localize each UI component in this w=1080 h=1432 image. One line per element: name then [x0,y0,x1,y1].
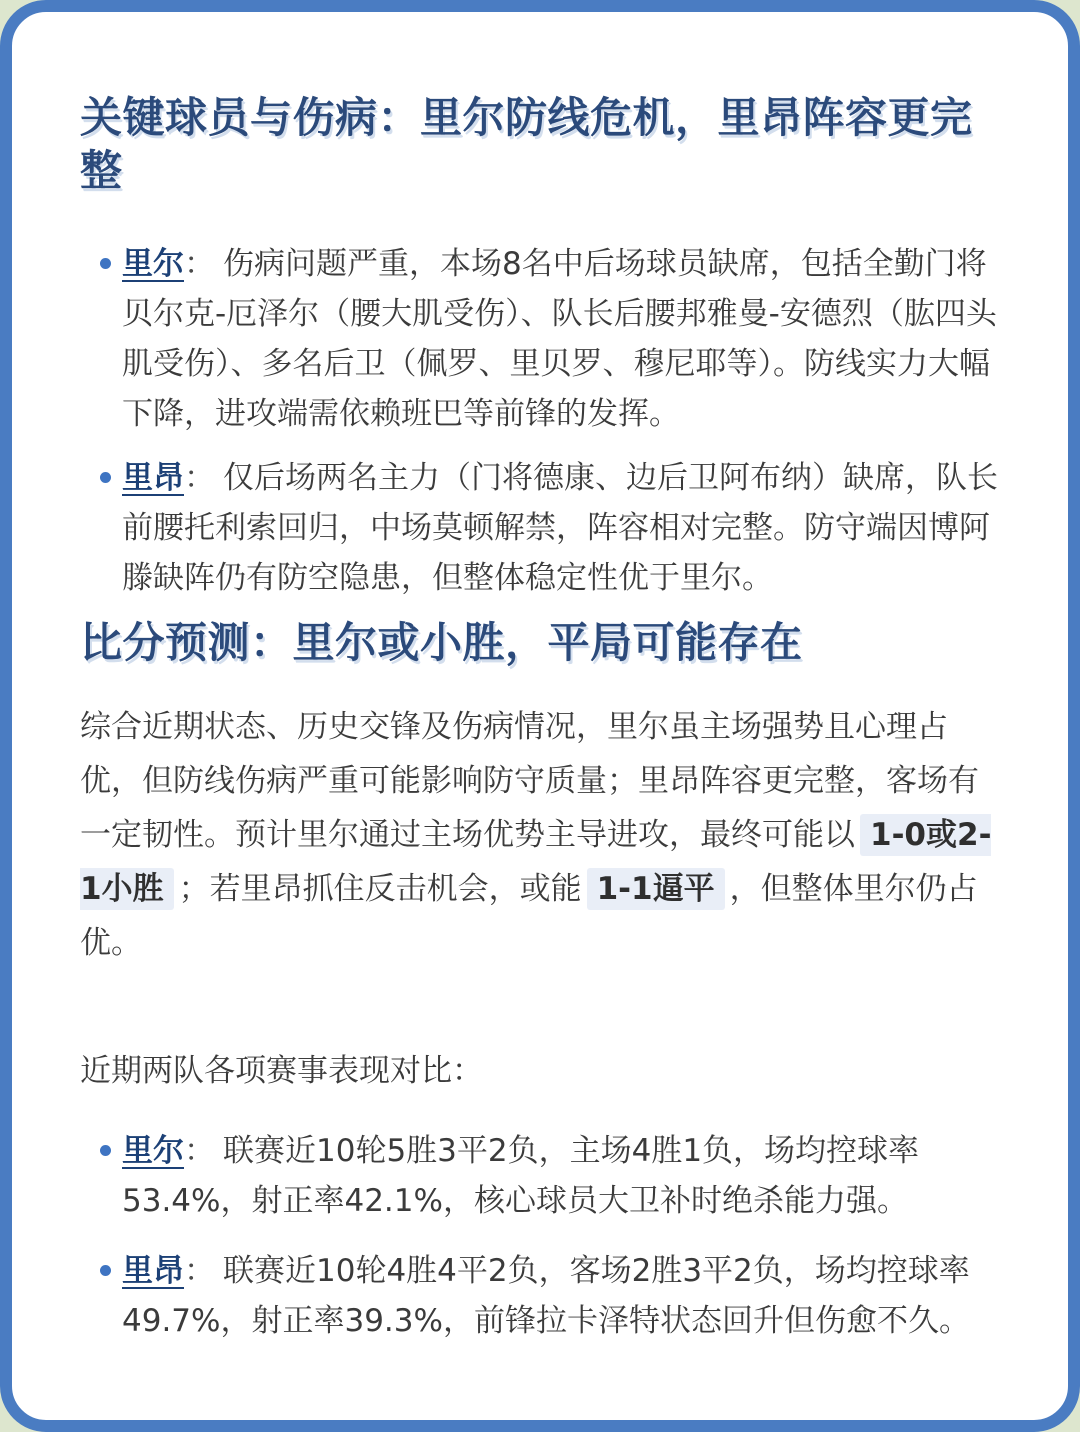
section-heading-prediction: 比分预测：里尔或小胜，平局可能存在 [80,618,803,667]
bullet-text: 伤病问题严重，本场8名中后场球员缺席，包括全勤门将贝尔克-厄泽尔（腰大肌受伤）、队长后腰邦雅曼-安德烈（肱四头肌受伤）、多名后卫（佩罗、里贝罗、穆尼耶等）。防线实力大幅下降，进攻端需依赖班巴等前锋的发挥。 [122,246,997,432]
bullet-text: 仅后场两名主力（门将德康、边后卫阿布纳）缺席，队长前腰托利索回归，中场莫顿解禁，阵容相对完整。防守端因博阿滕缺阵仍有防空隐患，但整体稳定性优于里尔。 [122,460,998,596]
bullet-text: 联赛近10轮5胜3平2负，主场4胜1负，场均控球率53.4%，射正率42.1%，核心球员大卫补时绝杀能力强。 [122,1132,920,1219]
list-item-lille-form [80,1126,1004,1226]
team-name-lyon: 里昂 [122,1252,184,1289]
colon-separator: ： [184,246,215,282]
article-content [12,12,1068,1346]
list-item-lyon-form [80,1246,1004,1346]
key-players-list [80,239,1004,603]
score-highlight-draw: 1-1逼平 [587,868,725,910]
bullet-dot-icon [100,472,111,483]
prediction-segment: 综合近期状态、历史交锋及伤病情况，里尔虽主场强势且心理占优，但防线伤病严重可能影响防守质量；里昂阵容更完整，客场有一定韧性。预计里尔通过主场优势主导进攻，最终可能以 [80,708,979,853]
comparison-list [80,1126,1004,1346]
colon-separator: ： [184,1252,215,1289]
list-item-lyon-injuries [80,453,1004,603]
section-heading-key-players: 关键球员与伤病：里尔防线危机，里昂阵容更完整 [80,93,973,195]
prediction-segment: ；若里昂抓住反击机会，或能 [178,870,582,907]
score-highlight-win: 1-0或2-1小胜 [80,814,991,910]
colon-separator: ： [184,1132,215,1169]
team-name-lille: 里尔 [122,246,184,282]
team-name-lyon: 里昂 [122,460,184,496]
bullet-dot-icon [100,258,111,269]
comparison-label: 近期两队各项赛事表现对比： [80,1052,483,1089]
bullet-dot-icon [100,1265,111,1276]
colon-separator: ： [184,460,215,496]
bullet-dot-icon [100,1145,111,1156]
prediction-segment: ，但整体里尔仍占优。 [80,870,978,961]
prediction-paragraph [80,700,1004,970]
team-name-lille: 里尔 [122,1132,184,1169]
list-item-lille-injuries [80,239,1004,439]
bullet-text: 联赛近10轮4胜4平2负，客场2胜3平2负，场均控球率49.7%，射正率39.3%，前锋拉卡泽特状态回升但伤愈不久。 [122,1252,970,1339]
